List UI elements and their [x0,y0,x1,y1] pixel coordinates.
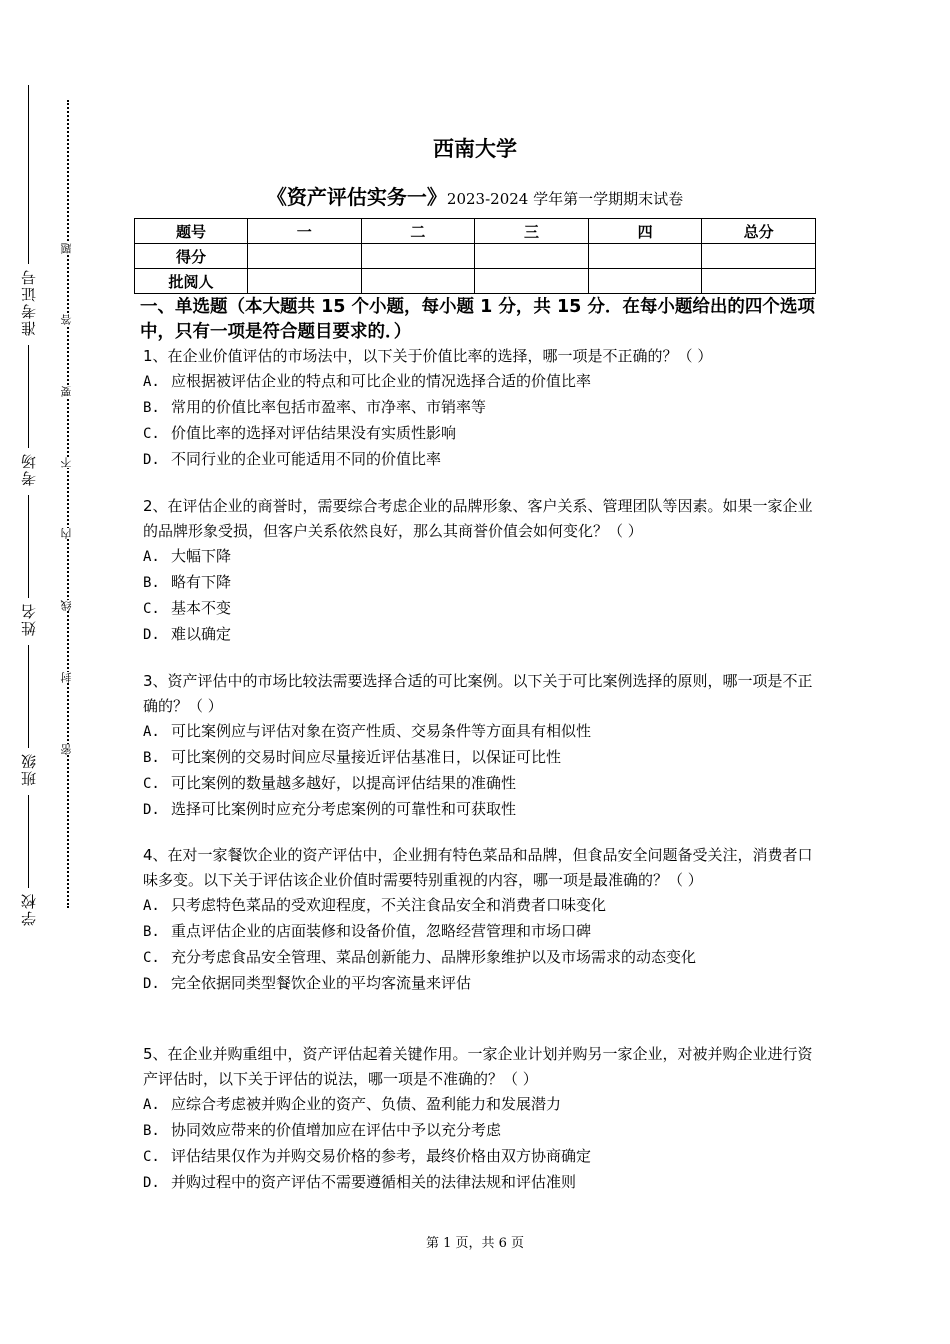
score-cell[interactable] [361,269,475,294]
option-text: 评估结果仅作为并购交易价格的参考，最终价格由双方协商确定 [171,1147,592,1165]
binding-label: 学校 [19,892,38,926]
option-text: 应根据被评估企业的特点和可比企业的情况选择合适的价值比率 [171,372,592,390]
seal-char: 线 [59,600,77,611]
answer-option[interactable] [143,893,823,919]
option-letter: B. [143,575,160,591]
score-cell[interactable] [588,244,702,269]
binding-line [28,495,29,598]
page-number: 第 1 页，共 6 页 [425,1236,525,1251]
answer-option[interactable] [143,971,823,997]
question-block [143,344,823,473]
section-heading: 一、单选题（本大题共 15 个小题，每小题 1 分，共 15 分．在每小题给出的四个选项中，只有一项是符合题目要求的．） [140,297,815,342]
option-text: 略有下降 [171,573,232,591]
binding-field-exam-room [8,345,48,490]
score-cell[interactable] [702,244,816,269]
option-text: 充分考虑食品安全管理、菜品创新能力、品牌形象维护以及市场需求的动态变化 [171,948,697,966]
score-cell[interactable] [588,269,702,294]
exam-term: 2023-2024 学年第一学期期末试卷 [446,190,684,208]
binding-line [28,85,29,264]
score-table-header-cell: 总分 [702,219,816,244]
binding-label: 姓名 [19,602,38,636]
answer-option[interactable] [143,1118,823,1144]
option-text: 并购过程中的资产评估不需要遵循相关的法律法规和评估准则 [171,1173,577,1191]
option-text: 可比案例的交易时间应尽量接近评估基准日，以保证可比性 [171,748,562,766]
answer-option[interactable] [143,797,823,823]
score-table-row [135,244,816,269]
option-letter: C. [143,776,160,792]
binding-line [28,795,29,888]
score-row-label: 得分 [135,244,248,269]
option-letter: B. [143,1123,160,1139]
answer-option[interactable] [143,447,823,473]
seal-char: 要 [59,386,77,397]
university-title: 西南大学 [433,137,517,161]
option-letter: D. [143,802,160,818]
option-text: 难以确定 [171,625,232,643]
option-text: 价值比率的选择对评估结果没有实质性影响 [171,424,457,442]
option-text: 重点评估企业的店面装修和设备价值，忽略经营管理和市场口碑 [171,922,592,940]
option-text: 可比案例应与评估对象在资产性质、交易条件等方面具有相似性 [171,722,592,740]
course-name: 《资产评估实务一》 [266,185,447,209]
option-letter: A. [143,724,160,740]
option-letter: D. [143,976,160,992]
score-table-header-cell: 一 [248,219,362,244]
score-row-label: 批阅人 [135,269,248,294]
question-stem: 2、在评估企业的商誉时，需要综合考虑企业的品牌形象、客户关系、管理团队等因素。如果一家企业的品牌形象受损，但客户关系依然良好，那么其商誉价值会如何变化？（ ） [143,497,813,540]
score-table-header-cell: 题号 [135,219,248,244]
question-block [143,1042,823,1196]
seal-char: 题 [59,243,77,254]
question-stem: 4、在对一家餐饮企业的资产评估中，企业拥有特色菜品和品牌，但食品安全问题备受关注，消费者口味多变。以下关于评估该企业价值时需要特别重视的内容，哪一项是最准确的？（ ） [143,846,813,889]
option-text: 只考虑特色菜品的受欢迎程度，不关注食品安全和消费者口味变化 [171,896,607,914]
option-text: 不同行业的企业可能适用不同的价值比率 [171,450,442,468]
answer-option[interactable] [143,596,823,622]
option-text: 完全依据同类型餐饮企业的平均客流量来评估 [171,974,472,992]
answer-option[interactable] [143,1170,823,1196]
question-block [143,494,823,648]
option-text: 常用的价值比率包括市盈率、市净率、市销率等 [171,398,487,416]
option-letter: C. [143,426,160,442]
exam-subtitle [0,181,950,210]
option-text: 大幅下降 [171,547,232,565]
answer-option[interactable] [143,395,823,421]
option-text: 应综合考虑被并购企业的资产、负债、盈利能力和发展潜力 [171,1095,562,1113]
answer-option[interactable] [143,1092,823,1118]
option-text: 选择可比案例时应充分考虑案例的可靠性和可获取性 [171,800,517,818]
answer-option[interactable] [143,919,823,945]
answer-option[interactable] [143,945,823,971]
question-stem: 3、资产评估中的市场比较法需要选择合适的可比案例。以下关于可比案例选择的原则，哪一项是不正确的？（ ） [143,672,813,715]
score-table-header-cell: 四 [588,219,702,244]
option-letter: A. [143,374,160,390]
binding-line [28,645,29,748]
option-letter: A. [143,1097,160,1113]
score-cell[interactable] [361,244,475,269]
seal-dotted-line [67,100,69,908]
binding-line [28,345,29,448]
score-table [134,218,816,294]
seal-char: 密 [59,744,77,755]
option-letter: C. [143,601,160,617]
option-text: 可比案例的数量越多越好，以提高评估结果的准确性 [171,774,517,792]
seal-char: 内 [59,528,77,539]
question-stem: 1、在企业价值评估的市场法中，以下关于价值比率的选择，哪一项是不正确的？（ ） [143,347,713,365]
option-letter: D. [143,1175,160,1191]
seal-char: 不 [59,457,77,468]
option-letter: C. [143,1149,160,1165]
option-text: 协同效应带来的价值增加应在评估中予以充分考虑 [171,1121,502,1139]
binding-label: 准考证号 [19,268,38,336]
answer-option[interactable] [143,745,823,771]
binding-field-school [8,795,48,930]
answer-option[interactable] [143,622,823,648]
score-table-row [135,269,816,294]
score-table-header-cell: 二 [361,219,475,244]
option-letter: C. [143,950,160,966]
score-cell[interactable] [702,269,816,294]
score-cell[interactable] [475,269,589,294]
score-cell[interactable] [248,244,362,269]
answer-option[interactable] [143,771,823,797]
seal-char: 封 [59,672,77,683]
option-text: 基本不变 [171,599,232,617]
question-block [143,669,823,823]
seal-char: 答 [59,314,77,325]
score-cell[interactable] [248,269,362,294]
answer-option[interactable] [143,719,823,745]
binding-field-exam-id [8,85,48,340]
option-letter: D. [143,627,160,643]
binding-label: 考场 [19,452,38,486]
score-cell[interactable] [475,244,589,269]
option-letter: B. [143,750,160,766]
option-letter: D. [143,452,160,468]
answer-option[interactable] [143,544,823,570]
option-letter: A. [143,898,160,914]
option-letter: A. [143,549,160,565]
answer-option[interactable] [143,421,823,447]
question-stem: 5、在企业并购重组中，资产评估起着关键作用。一家企业计划并购另一家企业，对被并购企业进行资产评估时，以下关于评估的说法，哪一项是不准确的？（ ） [143,1045,813,1088]
option-letter: B. [143,924,160,940]
option-letter: B. [143,400,160,416]
binding-field-name [8,495,48,640]
binding-field-class [8,645,48,790]
score-table-header-cell: 三 [475,219,589,244]
answer-option[interactable] [143,570,823,596]
answer-option[interactable] [143,369,823,395]
answer-option[interactable] [143,1144,823,1170]
score-table-header-row [135,219,816,244]
question-block [143,843,823,997]
binding-label: 班级 [19,752,38,786]
